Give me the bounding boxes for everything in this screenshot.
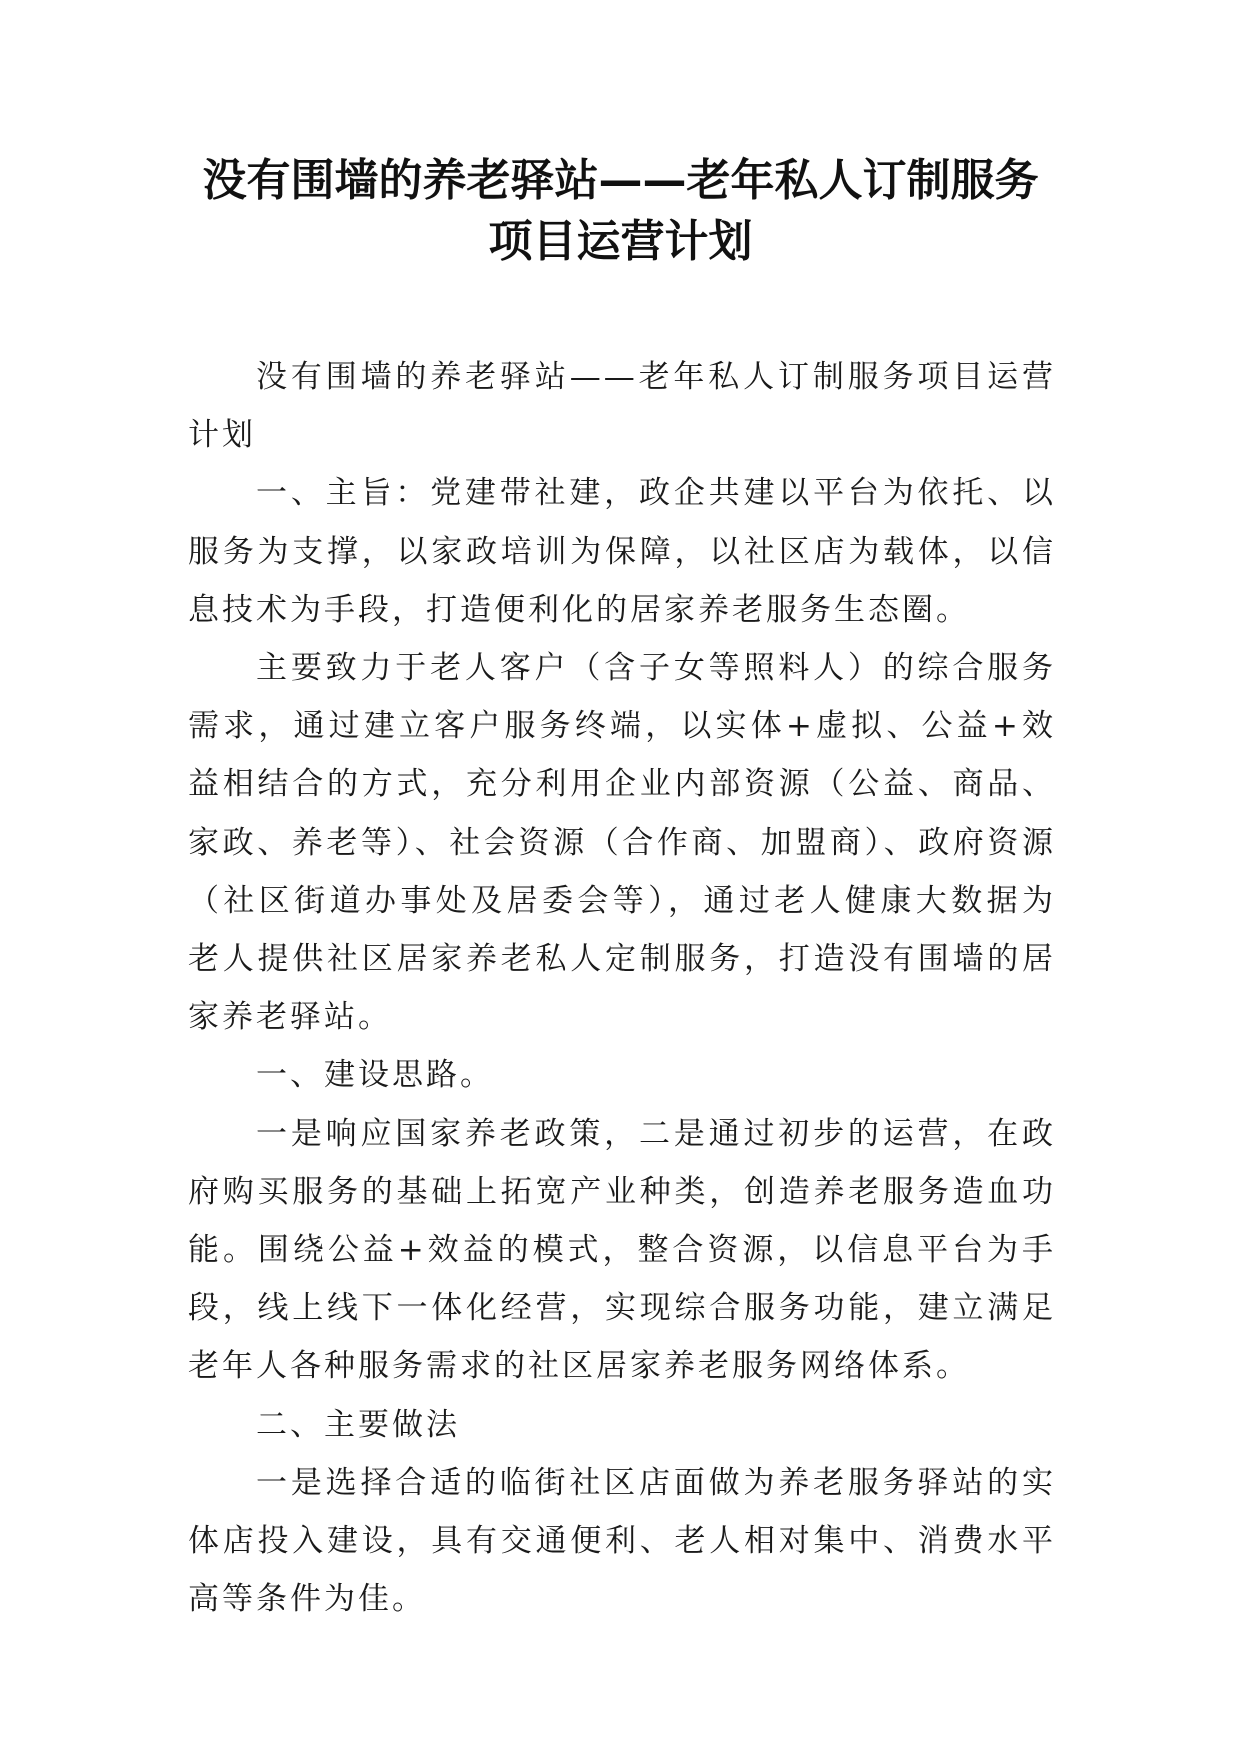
paragraph-purpose: 一、主旨：党建带社建，政企共建以平台为依托、以服务为支撑，以家政培训为保障，以社区店为载体，以信息技术为手段，打造便利化的居家养老服务生态圈。 (188, 475, 1056, 628)
document-body (188, 348, 1056, 1628)
section-heading-construction: 一、建设思路。 (256, 1057, 494, 1094)
paragraph-main-focus: 主要致力于老人客户（含子女等照料人）的综合服务需求，通过建立客户服务终端，以实体+虚拟、公益+效益相结合的方式，充分利用企业内部资源（公益、商品、家政、养老等）、社会资源（合作商、加盟商）、政府资源（社区街道办事处及居委会等），通过老人健康大数据为老人提供社区居家养老私人定制服务，打造没有围墙的居家养老驿站。 (188, 650, 1056, 1036)
paragraph-heading-repeat: 没有围墙的养老驿站——老年私人订制服务项目运营计划 (188, 359, 1056, 454)
paragraph-construction-ideas: 一是响应国家养老政策，二是通过初步的运营，在政府购买服务的基础上拓宽产业种类，创造养老服务造血功能。围绕公益+效益的模式，整合资源，以信息平台为手段，线上线下一体化经营，实现综合服务功能，建立满足老年人各种服务需求的社区居家养老服务网络体系。 (188, 1115, 1056, 1385)
document-title: 没有围墙的养老驿站——老年私人订制服务项目运营计划 (202, 155, 1039, 267)
section-heading-practices: 二、主要做法 (256, 1406, 460, 1443)
paragraph-practice-one: 一是选择合适的临街社区店面做为养老服务驿站的实体店投入建设，具有交通便利、老人相对集中、消费水平高等条件为佳。 (188, 1464, 1056, 1618)
